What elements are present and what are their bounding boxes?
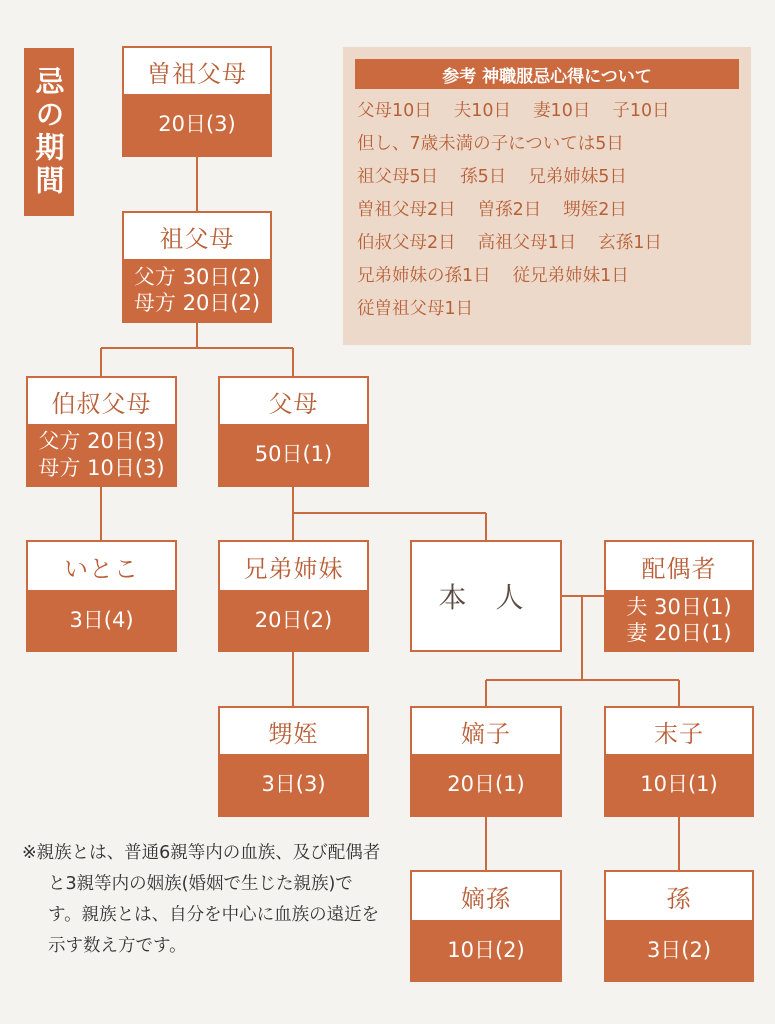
reference-item: 但し、7歳未満の子については5日 bbox=[357, 134, 624, 154]
duration-line: 夫 30日(1) bbox=[626, 594, 732, 619]
reference-line bbox=[355, 95, 739, 128]
box-duration bbox=[606, 590, 752, 650]
page-title: 忌の期間 bbox=[24, 48, 74, 216]
reference-line bbox=[355, 293, 739, 326]
box-name: 甥姪 bbox=[268, 719, 319, 748]
box-name: 嫡子 bbox=[461, 719, 511, 748]
box-duration bbox=[606, 754, 752, 815]
siblings-box bbox=[218, 540, 369, 652]
reference-item: 玄孫1日 bbox=[598, 233, 662, 253]
box-duration bbox=[124, 94, 270, 155]
reference-heading: 参考 神職服忌心得について bbox=[355, 59, 739, 89]
grandparents-box bbox=[122, 211, 272, 323]
grandchild-box bbox=[604, 870, 754, 982]
box-name: いとこ bbox=[64, 554, 139, 583]
reference-line bbox=[355, 128, 739, 161]
reference-item: 祖父母5日 bbox=[357, 167, 439, 187]
great-grandparents-box bbox=[122, 46, 272, 157]
reference-item: 妻10日 bbox=[533, 101, 591, 121]
duration-line: 3日(4) bbox=[69, 607, 134, 632]
reference-item: 従兄弟姉妹1日 bbox=[512, 266, 629, 286]
reference-item: 高祖父母1日 bbox=[477, 233, 577, 253]
spouse-box bbox=[604, 540, 754, 652]
duration-line: 父方 20日(3) bbox=[38, 429, 165, 454]
box-name: 曽祖父母 bbox=[147, 59, 247, 88]
duration-line: 20日(1) bbox=[447, 772, 525, 797]
box-name: 配偶者 bbox=[641, 554, 717, 583]
eldest-grandchild-box bbox=[410, 870, 562, 982]
box-duration bbox=[412, 920, 560, 980]
reference-item: 伯叔父母2日 bbox=[357, 233, 456, 253]
reference-item: 兄弟姉妹の孫1日 bbox=[357, 266, 491, 286]
box-duration bbox=[220, 590, 367, 650]
box-name: 本 人 bbox=[438, 581, 534, 614]
duration-line: 父方 30日(2) bbox=[133, 264, 261, 289]
reference-item: 兄弟姉妹5日 bbox=[528, 167, 627, 187]
duration-line: 3日(3) bbox=[261, 772, 326, 797]
box-name: 孫 bbox=[666, 884, 692, 913]
cousins-box bbox=[26, 540, 177, 652]
reference-line bbox=[355, 161, 739, 194]
reference-item: 父母10日 bbox=[357, 101, 432, 121]
duration-line: 10日(2) bbox=[447, 937, 525, 962]
box-name: 兄弟姉妹 bbox=[243, 554, 344, 583]
box-duration bbox=[606, 920, 752, 980]
duration-line: 母方 20日(2) bbox=[133, 291, 261, 315]
other-child-box bbox=[604, 706, 754, 817]
box-name: 嫡孫 bbox=[461, 884, 511, 913]
nephews-nieces-box bbox=[218, 706, 369, 817]
reference-line bbox=[355, 260, 739, 293]
reference-line bbox=[355, 227, 739, 260]
box-name: 末子 bbox=[654, 719, 704, 748]
reference-item: 曽祖父母2日 bbox=[357, 200, 456, 220]
duration-line: 3日(2) bbox=[646, 937, 712, 962]
footnote: ※親族とは、普通6親等内の血族、及び配偶者と3親等内の姻族(婚姻で生じた親族)です。親族とは、自分を中心に血族の遠近を示す数え方です。 bbox=[22, 843, 381, 956]
box-duration bbox=[28, 590, 175, 650]
box-duration bbox=[28, 424, 175, 485]
box-duration bbox=[220, 424, 367, 485]
duration-line: 20日(2) bbox=[254, 607, 333, 632]
reference-item: 孫5日 bbox=[460, 167, 507, 187]
duration-line: 妻 20日(1) bbox=[626, 621, 732, 645]
box-name: 父母 bbox=[268, 389, 319, 418]
box-duration bbox=[124, 259, 270, 321]
reference-panel bbox=[343, 47, 751, 345]
duration-line: 10日(1) bbox=[640, 772, 718, 797]
reference-item: 曽孫2日 bbox=[477, 200, 542, 220]
parents-box bbox=[218, 376, 369, 487]
box-duration bbox=[412, 754, 560, 815]
reference-line bbox=[355, 194, 739, 227]
duration-line: 50日(1) bbox=[254, 442, 333, 467]
reference-item: 夫10日 bbox=[453, 101, 512, 121]
eldest-child-box bbox=[410, 706, 562, 817]
box-name: 伯叔父母 bbox=[51, 389, 152, 418]
reference-item: 従曽祖父母1日 bbox=[357, 299, 474, 319]
reference-item: 子10日 bbox=[612, 101, 670, 121]
reference-item: 甥姪2日 bbox=[563, 200, 627, 220]
box-name: 祖父母 bbox=[159, 224, 235, 253]
duration-line: 20日(3) bbox=[158, 112, 236, 137]
duration-line: 母方 10日(3) bbox=[38, 455, 165, 480]
box-duration bbox=[220, 754, 367, 815]
self-box bbox=[410, 540, 562, 652]
uncles-aunts-box bbox=[26, 376, 177, 487]
